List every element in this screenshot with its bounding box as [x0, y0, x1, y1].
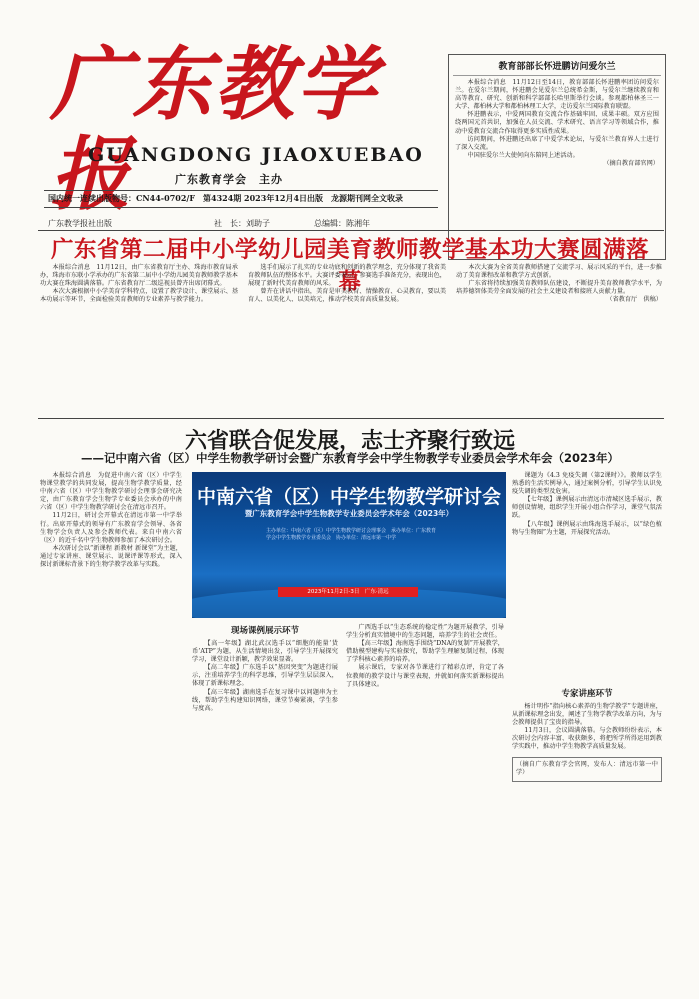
- article2-paragraph: 11月2日，研讨会开幕式在清远市第一中学举行。出席开幕式的领导有广东教育学会领导、各省生物学会负责人及参会教师代表。来自中南六省（区）的近千名中学生物教师参加了本次研讨会。: [40, 512, 182, 544]
- article1-paragraph: 本次大赛为全省美育教师搭建了交流学习、展示风采的平台，进一步推动了美育课程改革和教学方式创新。: [456, 264, 662, 280]
- sidebox-paragraph: 本报综合消息 11月12日至14日，教育部部长怀进鹏率团访问爱尔兰。在爱尔兰期间，怀进鹏会见爱尔兰总统希金斯，与爱尔兰继续教育和高等教育、研究、创新和科学部部长哈里斯举行会谈。参观都柏林圣三一大学、都柏林大学和都柏林理工大学，走访爱尔兰国际教育联盟。: [455, 79, 659, 111]
- article2-paragraph: 【七年级】课例展示由清远市清城区选手展示，教师创设情境，组织学生开展小组合作学习，课堂气氛活跃。: [512, 496, 662, 520]
- photo-details: 主办单位：中南六省（区）中学生物教学研讨会理事会 承办单位：广东教育学会中学生物教学专业委员会 协办单位：清远市第一中学: [266, 528, 437, 541]
- article2-paragraph: 11月3日，会议圆满落幕。与会教师纷纷表示，本次研讨会内容丰富、收获颇多，将把所学所得运用到教学实践中，推动中学生物教学高质量发展。: [512, 727, 662, 751]
- article2-paragraph: 【高二年级】广东选手以“基因突变”为题进行展示，注重培养学生的科学思维，引导学生层层深入，体现了新课标理念。: [192, 664, 338, 688]
- sidebox-title: 教育部部长怀进鹏访问爱尔兰: [453, 55, 661, 76]
- sidebox-paragraph: 访问期间，怀进鹏还出席了中爱学术论坛，与爱尔兰教育界人士进行了深入交流。: [455, 135, 659, 151]
- photo-title: 中南六省（区）中学生物教学研讨会: [196, 486, 501, 508]
- photo-date: 2023年11月2日-3日 广东·清远: [278, 587, 418, 597]
- article1-paragraph: 本次大赛根据中小学美育学科特点，设置了教学设计、课堂展示、基本功展示等环节，全面检验美育教师的专业素养与教学能力。: [40, 288, 239, 304]
- article2-col3: [346, 624, 504, 689]
- article1-paragraph: 广东省将持续加强美育教师队伍建设，不断提升美育教师教学水平，为培养德智体美劳全面发展的社会主义建设者和接班人贡献力量。: [456, 280, 662, 296]
- article2-headline: 六省联合促发展，志士齐聚行致远: [184, 429, 515, 454]
- sidebox-body: [449, 76, 665, 168]
- photo-subtitle: 暨广东教育学会中学生物教学专业委员会学术年会（2023年）: [244, 509, 454, 518]
- president: 社 长：刘助子: [214, 219, 270, 228]
- article1-source: （省教育厅 供稿）: [606, 296, 662, 304]
- article2-paragraph: 展示课后，专家对各节课进行了精彩点评，肯定了各位教师的教学设计与课堂表现，并就如何落实新课标提出了具体建议。: [346, 664, 504, 688]
- article2-col4-title: 专家讲座环节: [561, 688, 613, 699]
- article2-col1: [40, 472, 182, 569]
- article2-paragraph: 本次研讨会以“新课程 新教材 新课堂”为主题，通过专家讲座、课堂展示、说课评课等形式，深入探讨新课标背景下的生物学教学改革与实践。: [40, 544, 182, 569]
- masthead-rule: [44, 190, 438, 191]
- sidebox-paragraph: 怀进鹏表示，中爱两国教育交流合作基础牢固、成果丰硕。双方应围绕两国元首共识，加强在人员交流、学术研究、语言学习等领域合作，推动中爱教育交流合作取得更多实质性成果。: [455, 111, 659, 135]
- article2-paragraph: 杨计明作“指向核心素养的生物学教学”专题讲座，从新课标理念出发，阐述了生物学教学改革方向，为与会教师提供了宝贵的指导。: [512, 702, 662, 726]
- article2-source: （摘自广东教育学会官网，发布人：清远市第一中学）: [512, 757, 662, 781]
- article2-paragraph: 广西选手以“生态系统的稳定性”为题开展教学，引导学生分析真实情境中的生态问题，培养学生的社会责任。: [346, 624, 504, 640]
- masthead-rule-2: [44, 207, 438, 208]
- article1-col2: [248, 264, 446, 304]
- article1-col3: [456, 264, 662, 304]
- issue-line: 国内统一连续出版物号：CN44-0702/F 第4324期 2023年12月4日出版 龙源期刊网全文收录: [48, 193, 404, 203]
- article2-col2-title: 现场课例展示环节: [230, 626, 299, 636]
- publisher: 广东教学报社出版: [48, 219, 112, 228]
- article1-paragraph: 选手们展示了扎实的专业功底和创新的教学理念，充分体现了我省美育教师队伍的整体水平。大赛评委表示，参赛选手准备充分，表现出色，展现了新时代美育教师的风采。: [248, 264, 447, 288]
- masthead-title: 广东教学报: [50, 38, 378, 221]
- section-rule: [38, 230, 664, 231]
- article2-subheadline: ——记中南六省（区）中学生物教学研讨会暨广东教育学会中学生物教学专业委员会学术年会（2023年）: [80, 451, 619, 465]
- article2-paragraph: 【高三年级】海南选手围绕“DNA的复制”开展教学，借助模型建构与实验探究，帮助学生理解复制过程，体现了学科核心素养的培养。: [346, 640, 504, 664]
- article2-paragraph: 本报综合消息 为促进中南六省（区）中学生物课堂教学的共同发展，提高生物学教学质量，经中南六省（区）中学生物教学研讨会理事会研究决定，由广东教育学会生物学专业委员会承办的中南六省（区）中学生物教学研讨会在清远市召开。: [40, 472, 182, 512]
- sidebox-source: （摘自教育部官网）: [603, 159, 659, 167]
- masthead-sponsor: 广东教育学会 主办: [175, 173, 283, 186]
- article1-paragraph: 曾卉在讲话中指出，美育是审美教育、情操教育、心灵教育，要以美育人、以美化人、以美培元，推动学校美育高质量发展。: [248, 288, 447, 304]
- article2-paragraph: 【八年级】课例展示由珠海选手展示，以“绿色植物与生物圈”为主题，开展探究活动。: [512, 520, 662, 536]
- masthead-pinyin: GUANGDONG JIAOXUEBAO: [88, 144, 424, 166]
- section-rule: [38, 418, 664, 419]
- conference-photo: [192, 472, 506, 618]
- article2-paragraph: 【高三年级】湖南选手在复习课中以问题串为主线，帮助学生构建知识网络，课堂节奏紧凑，学生参与度高。: [192, 688, 338, 712]
- article2-paragraph: 【高一年级】湖北武汉选手以“细胞的能量‘货币’ATP”为题，从生活情境出发，引导学生开展探究学习，课堂设计新颖，教学效果显著。: [192, 640, 338, 664]
- article1-paragraph: 本报综合消息 11月12日，由广东省教育厅主办、珠海市教育局承办，珠海市东联小学承办的广东省第二届中小学幼儿园美育教师教学基本功大赛在珠海圆满落幕。广东省教育厅二级巡视员曾卉出席闭幕式。: [40, 264, 238, 288]
- article2-col4: [512, 472, 662, 782]
- article2-paragraph: 课题为《4.3 免疫失调（第2课时）》。教师以学生熟悉的生活实例导入，通过案例分析，引导学生认识免疫失调的类型及危害。: [512, 472, 662, 496]
- editor-in-chief: 总编辑：陈湘年: [314, 219, 370, 228]
- sidebox-paragraph: 中国驻爱尔兰大使何向东陪同上述活动。: [467, 151, 579, 159]
- article1-col1: [40, 264, 238, 304]
- article1-headline: 广东省第二届中小学幼儿园美育教师教学基本功大赛圆满落幕: [50, 237, 649, 295]
- article2-col2: [192, 624, 338, 713]
